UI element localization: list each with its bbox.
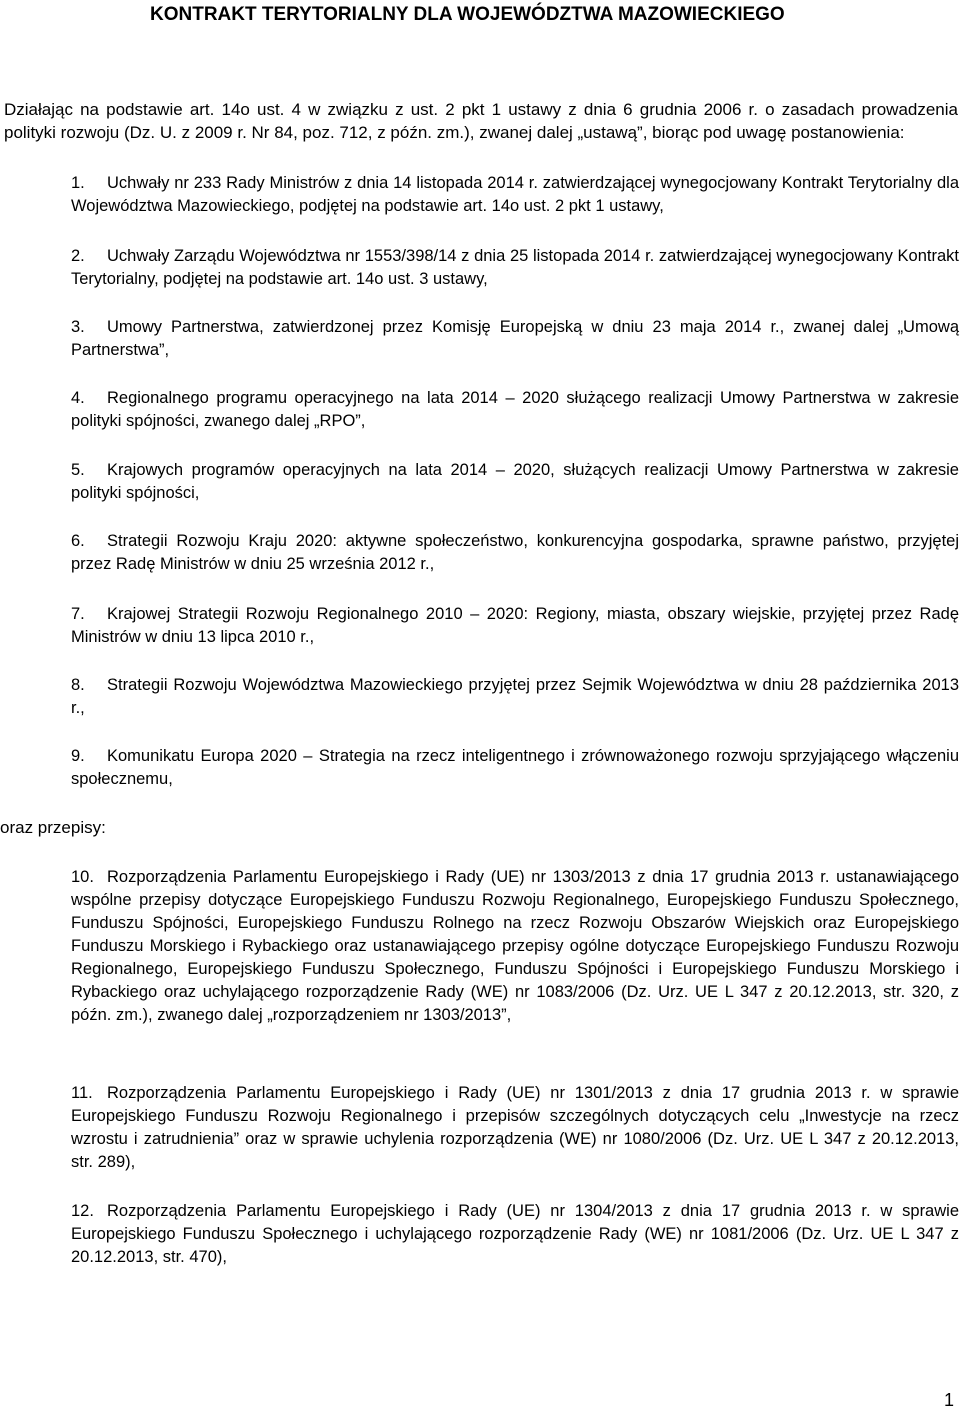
list-item [71, 603, 959, 649]
item-text: Krajowej Strategii Rozwoju Regionalnego 2010 – 2020: Regiony, miasta, obszary wiejskie, przyjętej przez Radę Ministrów w dniu 13 lipca 2010 r., [71, 605, 959, 646]
item-text: Rozporządzenia Parlamentu Europejskiego i Rady (UE) nr 1304/2013 z dnia 17 grudnia 2013 r. w sprawie Europejskiego Funduszu Społecznego i uchylającego rozporządzenie Rady (WE) nr 1081/2006 (Dz. Urz. UE L 347 z 20.12.2013, str. 470), [71, 1202, 959, 1266]
list-item [71, 172, 959, 218]
item-text: Rozporządzenia Parlamentu Europejskiego i Rady (UE) nr 1303/2013 z dnia 17 grudnia 2013 r. ustanawiającego wspólne przepisy dotyczące Europejskiego Funduszu Rozwoju Regionalnego, Europejskiego Funduszu Społecznego, Funduszu Spójności, Europejskiego Funduszu Rolnego na rzecz Rozwoju Obszarów Wiejskich oraz Europejskiego Funduszu Morskiego i Rybackiego oraz ustanawiającego przepisy ogólne dotyczące Europejskiego Funduszu Rozwoju Regionalnego, Europejskiego Funduszu Społecznego, Funduszu Spójności i Europejskiego Funduszu Morskiego i Rybackiego oraz uchylającego rozporządzenie Rady (WE) nr 1083/2006 (Dz. Urz. UE L 347 z 20.12.2013, str. 320, z późn. zm.), zwanego dalej „rozporządzeniem nr 1303/2013”, [71, 868, 959, 1024]
item-number: 3. [71, 318, 85, 336]
item-number: 11. [71, 1084, 93, 1102]
item-text: Regionalnego programu operacyjnego na lata 2014 – 2020 służącego realizacji Umowy Partnerstwa w zakresie polityki spójności, zwanego dalej „RPO”, [71, 389, 959, 430]
item-number: 7. [71, 605, 85, 623]
item-number: 8. [71, 676, 85, 694]
regulations-label: oraz przepisy: [0, 818, 106, 837]
item-number: 10. [71, 868, 94, 886]
item-text: Uchwały nr 233 Rady Ministrów z dnia 14 listopada 2014 r. zatwierdzającej wynegocjowany Kontrakt Terytorialny dla Województwa Mazowieckiego, podjętej na podstawie art. 14o ust. 2 pkt 1 ustawy, [71, 174, 959, 215]
item-number: 12. [71, 1202, 94, 1220]
list-item [71, 459, 959, 505]
item-number: 1. [71, 174, 85, 192]
list-item [71, 674, 959, 720]
item-number: 5. [71, 461, 85, 479]
item-text: Rozporządzenia Parlamentu Europejskiego i Rady (UE) nr 1301/2013 z dnia 17 grudnia 2013 r. w sprawie Europejskiego Funduszu Rozwoju Regionalnego i przepisów szczególnych dotyczących celu „Inwestycje na rzecz wzrostu i zatrudnienia” oraz w sprawie uchylenia rozporządzenia (WE) nr 1080/2006 (Dz. Urz. UE L 347 z 20.12.2013, str. 289), [71, 1084, 959, 1171]
list-item [71, 316, 959, 362]
item-text: Komunikatu Europa 2020 – Strategia na rzecz inteligentnego i zrównoważonego rozwoju sprzyjającego włączeniu społecznemu, [71, 747, 959, 788]
item-text: Strategii Rozwoju Kraju 2020: aktywne społeczeństwo, konkurencyjna gospodarka, sprawne państwo, przyjętej przez Radę Ministrów w dniu 25 września 2012 r., [71, 532, 959, 573]
list-item [71, 1200, 959, 1269]
item-number: 4. [71, 389, 85, 407]
item-text: Strategii Rozwoju Województwa Mazowieckiego przyjętej przez Sejmik Województwa w dniu 28 października 2013 r., [71, 676, 959, 717]
list-item [71, 866, 959, 1027]
item-number: 2. [71, 247, 85, 265]
item-number: 6. [71, 532, 85, 550]
item-text: Uchwały Zarządu Województwa nr 1553/398/14 z dnia 25 listopada 2014 r. zatwierdzającej wynegocjowany Kontrakt Terytorialny, podjętej na podstawie art. 14o ust. 3 ustawy, [71, 247, 959, 288]
list-item [71, 245, 959, 291]
list-item [71, 745, 959, 791]
item-text: Krajowych programów operacyjnych na lata 2014 – 2020, służących realizacji Umowy Partnerstwa w zakresie polityki spójności, [71, 461, 959, 502]
list-item [71, 530, 959, 576]
intro-paragraph: Działając na podstawie art. 14o ust. 4 w związku z ust. 2 pkt 1 ustawy z dnia 6 grudnia 2006 r. o zasadach prowadzenia polityki rozwoju (Dz. U. z 2009 r. Nr 84, poz. 712, z późn. zm.), zwanej dalej „ustawą”, biorąc pod uwagę postanowienia: [4, 100, 958, 142]
list-item [71, 1082, 959, 1174]
document-title: KONTRAKT TERYTORIALNY DLA WOJEWÓDZTWA MAZOWIECKIEGO [150, 4, 785, 25]
list-item [71, 387, 959, 433]
item-number: 9. [71, 747, 85, 765]
item-text: Umowy Partnerstwa, zatwierdzonej przez Komisję Europejską w dniu 23 maja 2014 r., zwanej dalej „Umową Partnerstwa”, [71, 318, 959, 359]
page-number: 1 [944, 1390, 955, 1410]
